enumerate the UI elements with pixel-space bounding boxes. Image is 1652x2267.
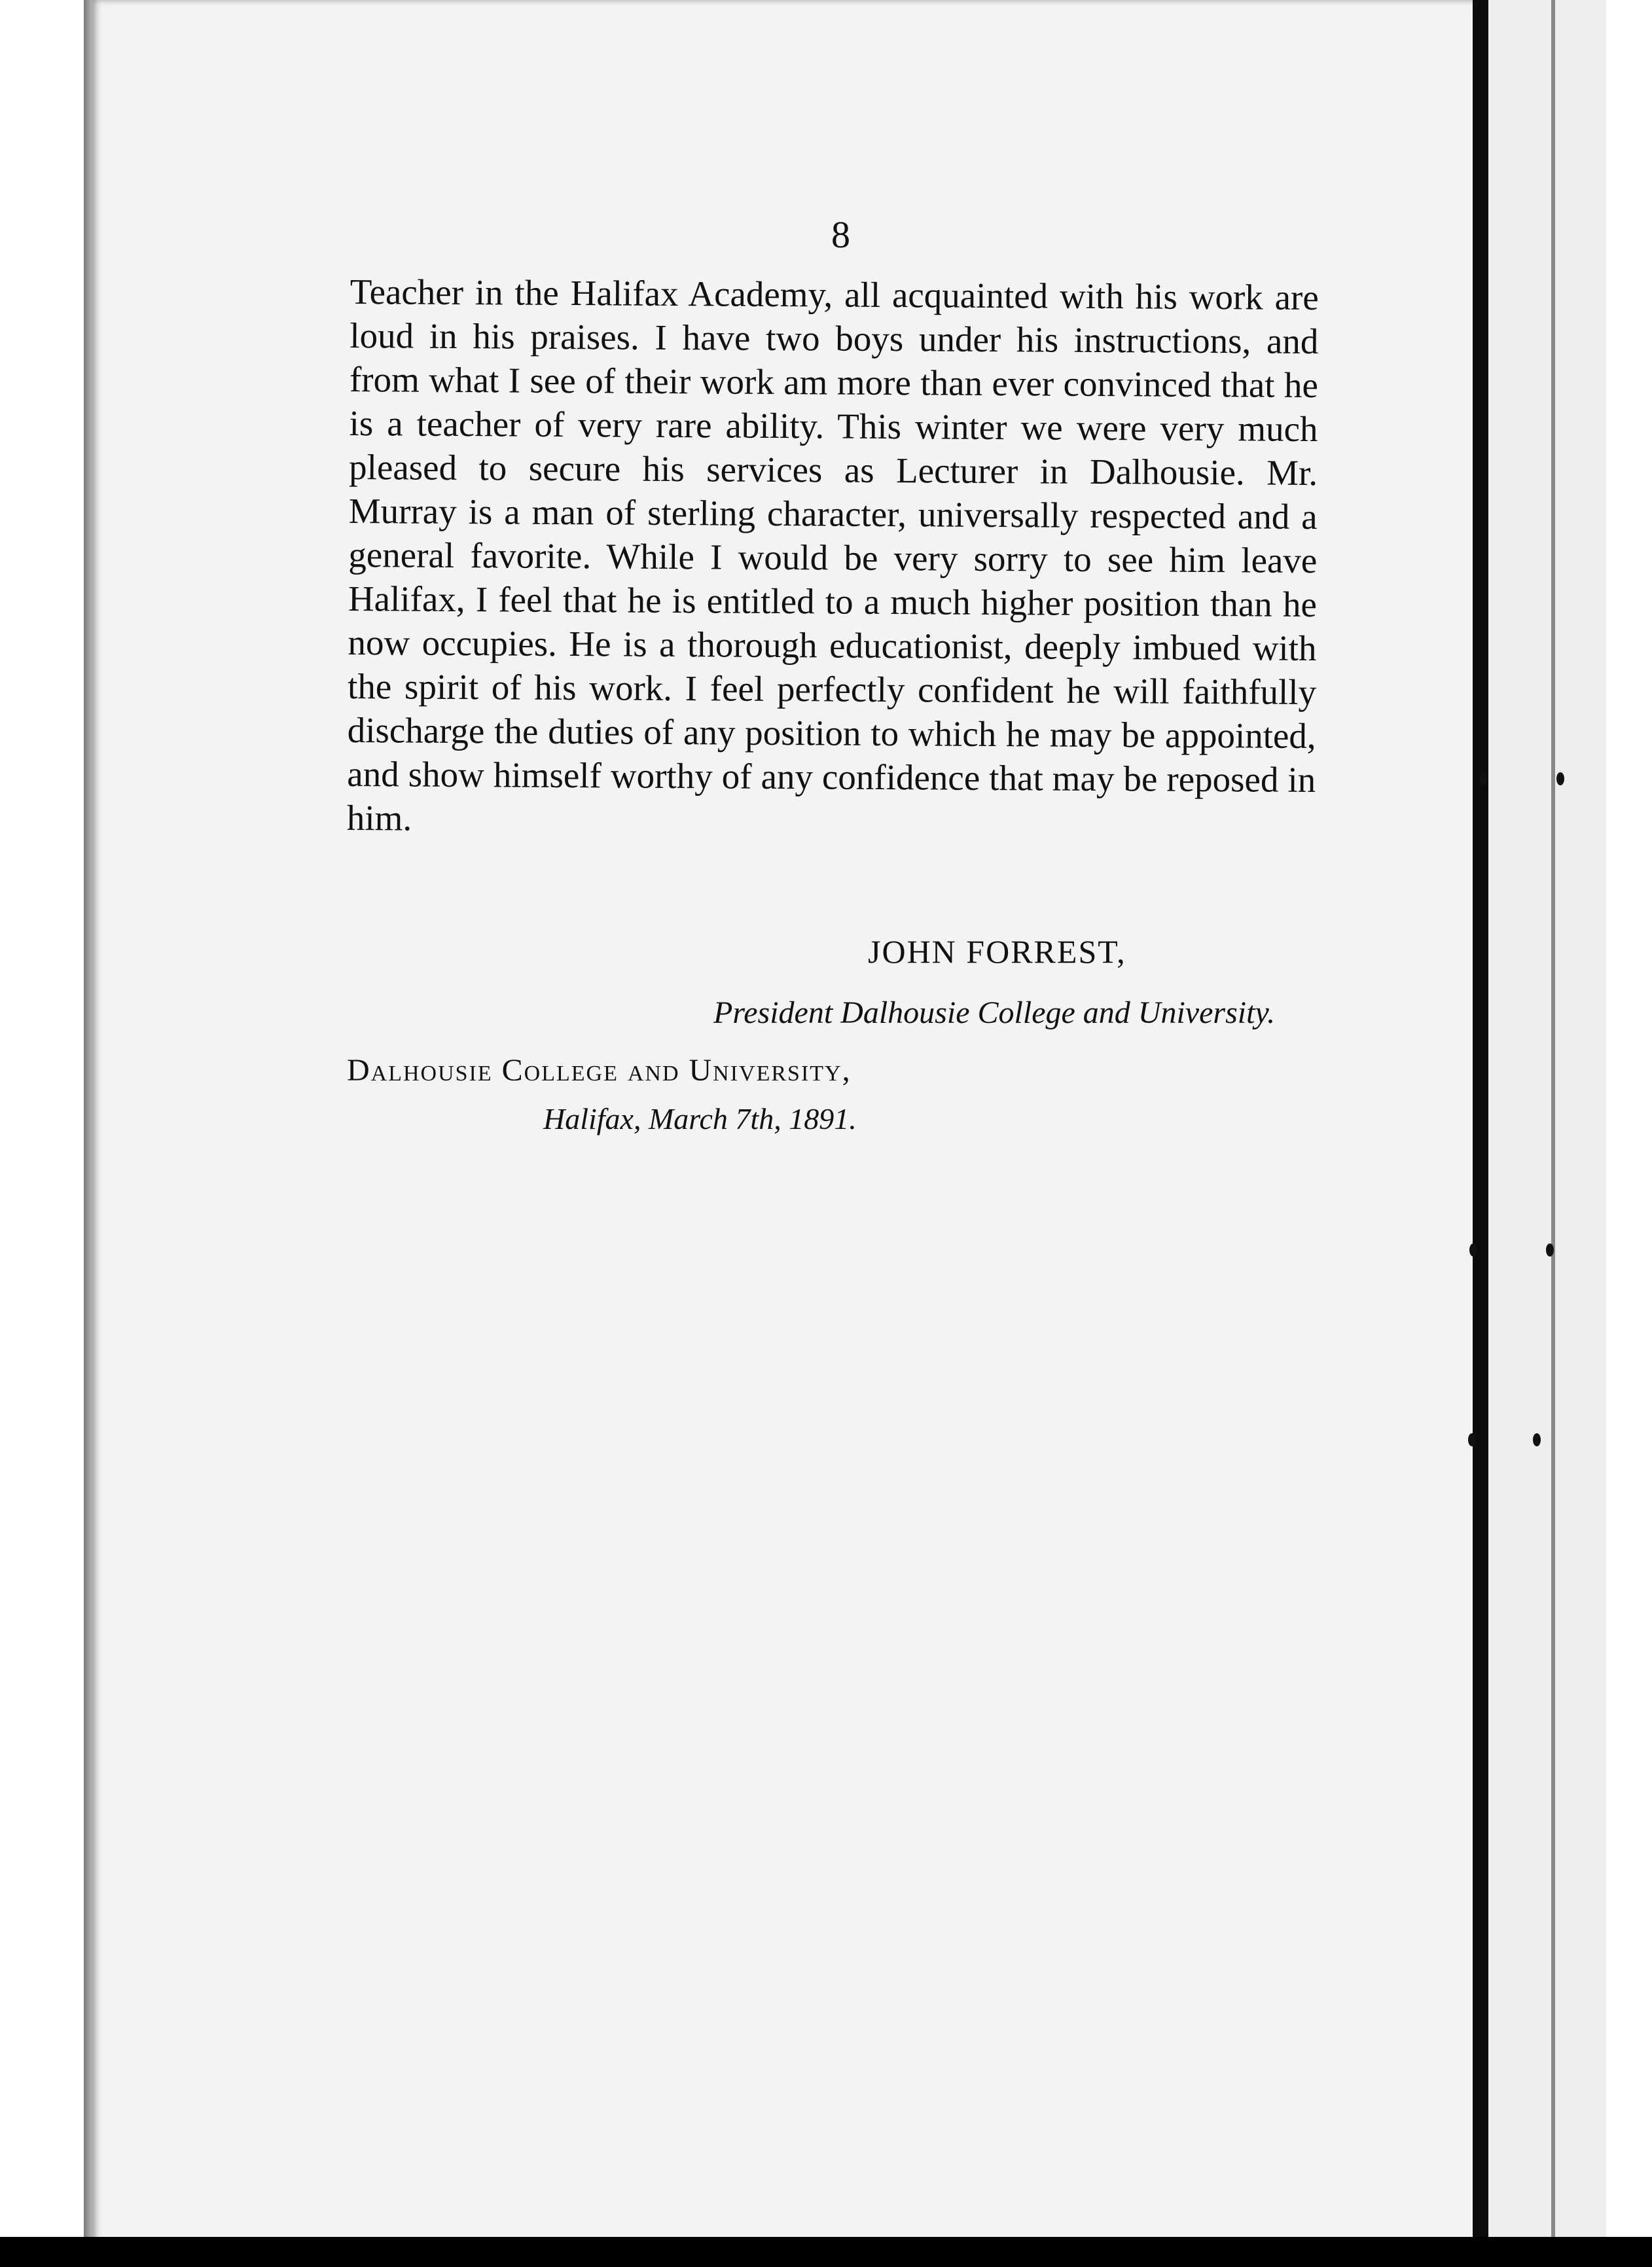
binding-hole-mark bbox=[1556, 772, 1564, 785]
address-place-date: Halifax, March 7th, 1891. bbox=[543, 1102, 857, 1135]
page-gutter bbox=[1473, 0, 1488, 2267]
left-binding bbox=[0, 0, 92, 2267]
binding-hole-mark bbox=[1479, 772, 1487, 785]
letter-body: Teacher in the Halifax Academy, all acquainted with his work are loud in his praises. I have two boys under his instructions, and from what I see of their work am more than ever convinced that he is a teacher of very rare ability. This winter we were very much pleased to secure his services as Lecturer in Dalhousie. Mr. Murray is a man of sterling character, universally respected and a general favorite. While I would be very sorry to see him leave Halifax, I feel that he is entitled to a much higher position than he now occupies. He is a thorough educationist, deeply imbued with the spirit of his work. I feel perfectly confident he will faithfully discharge the duties of any position to which he may be appointed, and show himself worthy of any confidence that may be reposed in him. bbox=[346, 271, 1319, 838]
address-institution: Dalhousie College and University, bbox=[347, 1053, 852, 1088]
binding-hole-mark bbox=[1468, 1433, 1476, 1446]
binding-hole-mark bbox=[1469, 1243, 1477, 1257]
binding-hole-mark bbox=[1533, 1433, 1541, 1446]
right-margin bbox=[1606, 0, 1652, 2267]
signature-title: President Dalhousie College and University. bbox=[713, 995, 1276, 1030]
bottom-scan-border bbox=[0, 2237, 1652, 2267]
signature-name: JOHN FORREST, bbox=[868, 933, 1126, 970]
adjacent-page-fold-line bbox=[1551, 0, 1555, 2267]
binding-hole-mark bbox=[1546, 1243, 1554, 1257]
adjacent-page-edge bbox=[1488, 0, 1606, 2267]
page-number: 8 bbox=[831, 213, 850, 256]
